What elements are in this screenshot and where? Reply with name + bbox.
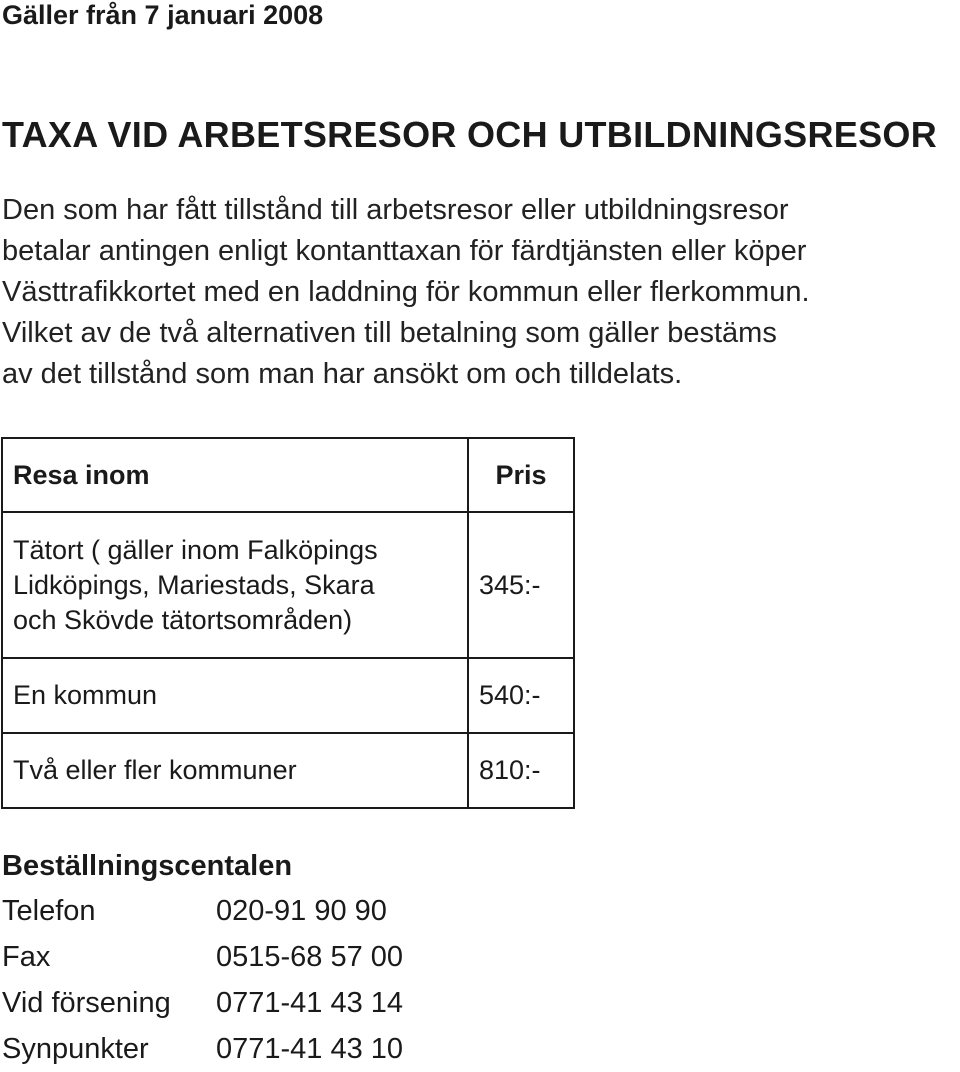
table-row — [2, 512, 574, 658]
contact-value: 0515-68 57 00 — [216, 940, 404, 973]
table-row — [2, 658, 574, 733]
price-cell: 810:- — [468, 733, 574, 808]
table-row — [2, 733, 574, 808]
effective-date: Gäller från 7 januari 2008 — [2, 0, 324, 30]
contact-row-fax — [2, 934, 403, 980]
area-cell — [2, 512, 468, 658]
intro-line: Västtrafikkortet med en laddning för kommun eller flerkommun. — [2, 276, 810, 308]
area-line: Tätort ( gäller inom Falköpings — [13, 534, 378, 565]
table-header-row — [2, 438, 574, 512]
contact-value: 020-91 90 90 — [216, 894, 387, 927]
area-cell: Två eller fler kommuner — [2, 733, 468, 808]
header-price: Pris — [468, 438, 574, 512]
contact-heading: Beställningscentalen — [2, 850, 293, 882]
price-cell: 540:- — [468, 658, 574, 733]
page-title: TAXA VID ARBETSRESOR OCH UTBILDNINGSRESOR — [2, 114, 938, 155]
intro-line: betalar antingen enligt kontanttaxan för färdtjänsten eller köper — [2, 235, 807, 267]
contact-label: Fax — [2, 940, 51, 973]
contact-section — [2, 848, 403, 1072]
price-cell: 345:- — [468, 512, 574, 658]
contact-label: Vid försening — [2, 986, 171, 1019]
intro-line: Den som har fått tillstånd till arbetsresor eller utbildningsresor — [2, 194, 789, 226]
area-line: och Skövde tätortsområden) — [13, 604, 353, 635]
contact-row-feedback — [2, 1026, 403, 1072]
intro-line: Vilket av de två alternativen till betalning som gäller bestäms — [2, 317, 777, 349]
contact-label: Synpunkter — [2, 1032, 149, 1065]
intro-paragraph — [2, 190, 952, 395]
area-cell: En kommun — [2, 658, 468, 733]
contact-row-phone — [2, 888, 403, 934]
area-line: Lidköpings, Mariestads, Skara — [13, 569, 375, 600]
contact-value: 0771-41 43 10 — [216, 1032, 404, 1065]
header-area: Resa inom — [2, 438, 468, 512]
price-table — [1, 437, 575, 809]
intro-line: av det tillstånd som man har ansökt om och tilldelats. — [2, 358, 683, 390]
contact-label: Telefon — [2, 894, 96, 927]
contact-row-delay — [2, 980, 403, 1026]
contact-value: 0771-41 43 14 — [216, 986, 404, 1019]
